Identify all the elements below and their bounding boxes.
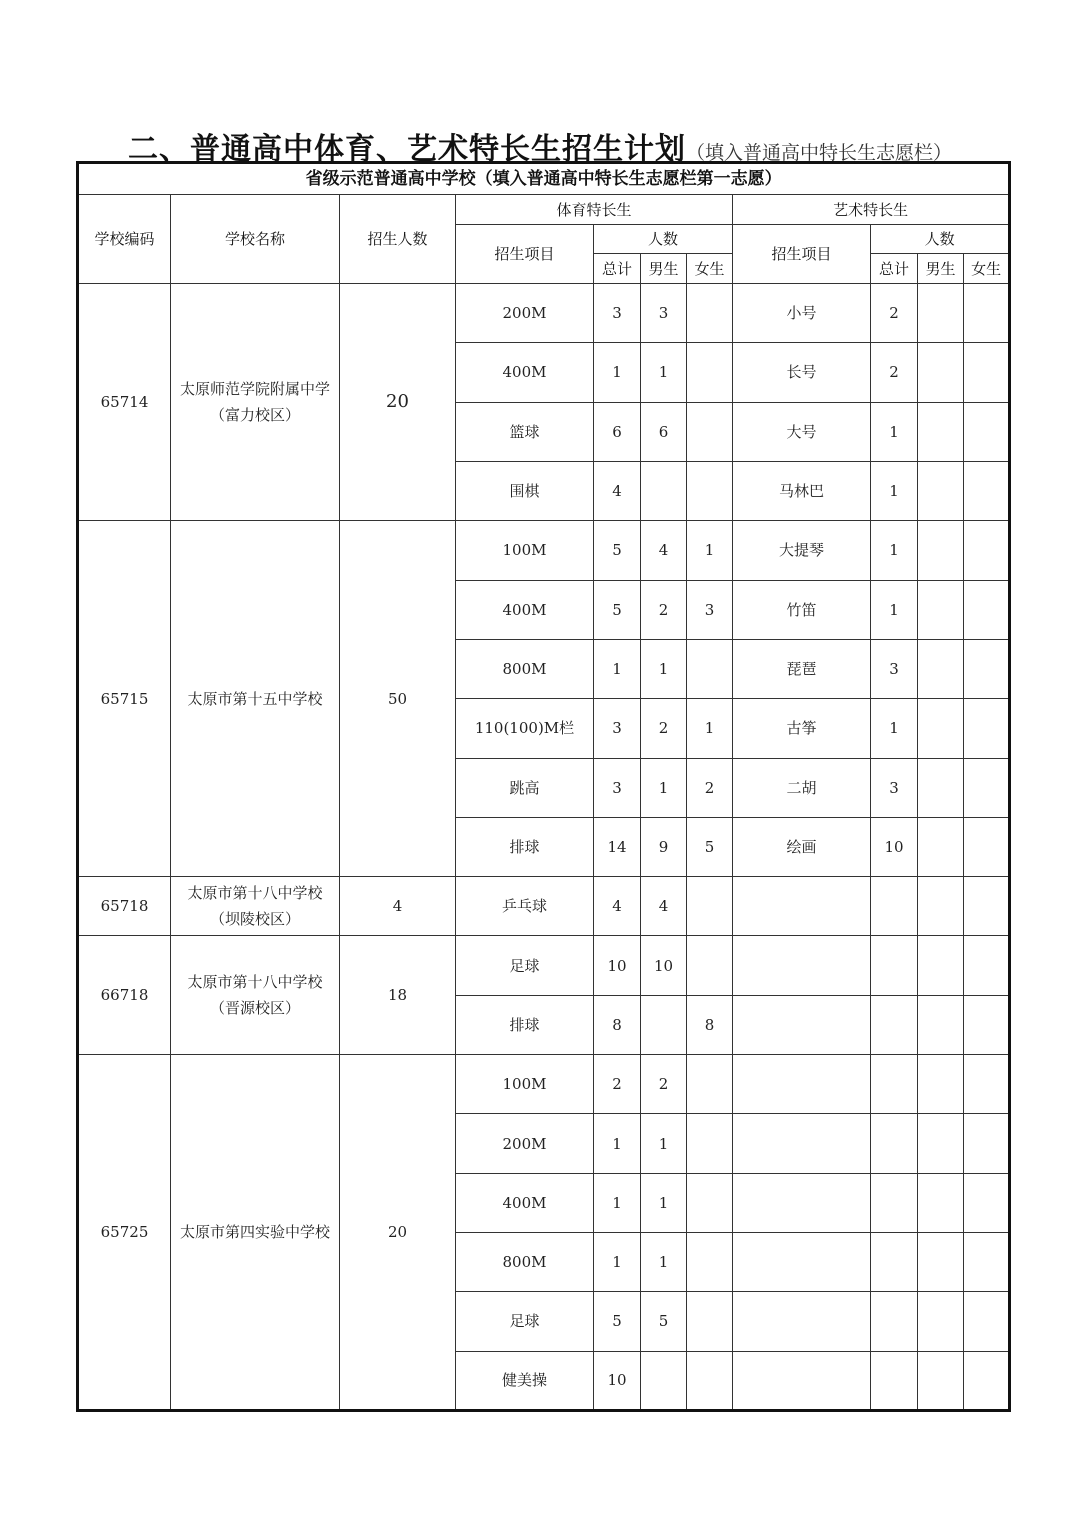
- art-project-cell: [733, 936, 871, 995]
- art-project-cell: 大提琴: [733, 521, 871, 580]
- art-male-cell: [918, 817, 964, 876]
- sport-total-cell: 3: [594, 758, 641, 817]
- art-female-cell: [964, 284, 1010, 343]
- art-total-cell: 1: [871, 699, 918, 758]
- table-caption: 省级示范普通高中学校（填入普通高中特长生志愿栏第一志愿）: [78, 163, 1010, 195]
- art-female-cell: [964, 817, 1010, 876]
- art-total-cell: [871, 877, 918, 936]
- art-total-cell: 1: [871, 402, 918, 461]
- header-school-code: 学校编码: [78, 195, 171, 284]
- sport-male-cell: [641, 1351, 687, 1410]
- school-name-line1: 太原师范学院附属中学: [179, 380, 330, 399]
- art-project-cell: [733, 1055, 871, 1114]
- sport-male-cell: 1: [641, 1114, 687, 1173]
- header-art-group: 艺术特长生: [733, 195, 1010, 225]
- art-project-cell: 竹笛: [733, 580, 871, 639]
- sport-total-cell: 5: [594, 521, 641, 580]
- sport-male-cell: 1: [641, 1233, 687, 1292]
- sport-total-cell: 3: [594, 284, 641, 343]
- art-project-cell: [733, 1351, 871, 1410]
- sport-male-cell: 3: [641, 284, 687, 343]
- sport-male-cell: [641, 461, 687, 520]
- sport-female-cell: 8: [687, 995, 733, 1054]
- sport-total-cell: 1: [594, 1114, 641, 1173]
- sport-project-cell: 200M: [456, 1114, 594, 1173]
- header-sports-project: 招生项目: [456, 225, 594, 284]
- sport-project-cell: 800M: [456, 1233, 594, 1292]
- art-total-cell: 3: [871, 639, 918, 698]
- art-female-cell: [964, 995, 1010, 1054]
- sport-project-cell: 足球: [456, 1292, 594, 1351]
- art-female-cell: [964, 758, 1010, 817]
- header-art-people: 人数: [871, 225, 1010, 254]
- art-project-cell: 琵琶: [733, 639, 871, 698]
- table-row: [78, 521, 1010, 580]
- art-total-cell: [871, 1114, 918, 1173]
- table-row: [78, 284, 1010, 343]
- art-male-cell: [918, 1173, 964, 1232]
- school-code-cell: 65714: [78, 284, 171, 521]
- school-name-line1: 太原市第十五中学校: [187, 689, 323, 708]
- art-total-cell: [871, 995, 918, 1054]
- header-sports-male: 男生: [641, 254, 687, 284]
- art-male-cell: [918, 995, 964, 1054]
- art-female-cell: [964, 877, 1010, 936]
- sport-male-cell: 10: [641, 936, 687, 995]
- header-art-total: 总计: [871, 254, 918, 284]
- sport-female-cell: 2: [687, 758, 733, 817]
- art-project-cell: 绘画: [733, 817, 871, 876]
- art-total-cell: [871, 1055, 918, 1114]
- header-art-male: 男生: [918, 254, 964, 284]
- art-female-cell: [964, 1114, 1010, 1173]
- art-total-cell: [871, 1351, 918, 1410]
- art-male-cell: [918, 521, 964, 580]
- school-enroll-count-cell: 50: [340, 521, 456, 877]
- art-male-cell: [918, 936, 964, 995]
- sport-project-cell: 400M: [456, 580, 594, 639]
- sport-total-cell: 3: [594, 699, 641, 758]
- art-project-cell: 二胡: [733, 758, 871, 817]
- art-project-cell: 小号: [733, 284, 871, 343]
- sport-female-cell: [687, 284, 733, 343]
- sport-female-cell: [687, 1173, 733, 1232]
- school-enroll-count-cell: 4: [340, 877, 456, 936]
- title-note: （填入普通高中特长生志愿栏）: [685, 142, 952, 164]
- enrollment-plan-table: [76, 161, 1011, 1412]
- sport-total-cell: 1: [594, 639, 641, 698]
- sport-project-cell: 跳高: [456, 758, 594, 817]
- sport-male-cell: 1: [641, 758, 687, 817]
- sport-male-cell: 9: [641, 817, 687, 876]
- sport-project-cell: 100M: [456, 521, 594, 580]
- title-main: 二、普通高中体育、艺术特长生招生计划: [127, 132, 686, 167]
- sport-project-cell: 篮球: [456, 402, 594, 461]
- art-female-cell: [964, 1233, 1010, 1292]
- header-sports-group: 体育特长生: [456, 195, 733, 225]
- school-name-cell: [171, 936, 340, 1055]
- art-female-cell: [964, 402, 1010, 461]
- school-name-line1: 太原市第十八中学校: [187, 973, 323, 992]
- art-project-cell: [733, 995, 871, 1054]
- sport-project-cell: 400M: [456, 1173, 594, 1232]
- art-male-cell: [918, 877, 964, 936]
- art-total-cell: 1: [871, 461, 918, 520]
- sport-male-cell: [641, 995, 687, 1054]
- header-school-name: 学校名称: [171, 195, 340, 284]
- art-female-cell: [964, 1351, 1010, 1410]
- art-male-cell: [918, 1351, 964, 1410]
- art-total-cell: 1: [871, 521, 918, 580]
- art-project-cell: [733, 1173, 871, 1232]
- sport-project-cell: 健美操: [456, 1351, 594, 1410]
- sport-male-cell: 1: [641, 343, 687, 402]
- sport-total-cell: 10: [594, 1351, 641, 1410]
- school-code-cell: 65718: [78, 877, 171, 936]
- sport-total-cell: 1: [594, 343, 641, 402]
- art-male-cell: [918, 343, 964, 402]
- header-art-female: 女生: [964, 254, 1010, 284]
- sport-female-cell: [687, 1351, 733, 1410]
- sport-female-cell: [687, 639, 733, 698]
- school-enroll-count-cell: 18: [340, 936, 456, 1055]
- art-total-cell: 3: [871, 758, 918, 817]
- art-project-cell: [733, 1292, 871, 1351]
- art-male-cell: [918, 1114, 964, 1173]
- art-total-cell: [871, 1292, 918, 1351]
- table-row: [78, 877, 1010, 936]
- art-project-cell: 马林巴: [733, 461, 871, 520]
- sport-total-cell: 2: [594, 1055, 641, 1114]
- header-enroll-count: 招生人数: [340, 195, 456, 284]
- sport-male-cell: 4: [641, 877, 687, 936]
- table-row: [78, 936, 1010, 995]
- art-project-cell: [733, 877, 871, 936]
- header-sports-total: 总计: [594, 254, 641, 284]
- art-total-cell: [871, 1173, 918, 1232]
- art-male-cell: [918, 1233, 964, 1292]
- sport-female-cell: [687, 1233, 733, 1292]
- art-total-cell: 10: [871, 817, 918, 876]
- sport-total-cell: 1: [594, 1233, 641, 1292]
- sport-male-cell: 2: [641, 699, 687, 758]
- art-female-cell: [964, 1292, 1010, 1351]
- art-female-cell: [964, 936, 1010, 995]
- sport-female-cell: [687, 402, 733, 461]
- school-code-cell: 65725: [78, 1055, 171, 1411]
- header-art-project: 招生项目: [733, 225, 871, 284]
- sport-female-cell: [687, 343, 733, 402]
- art-male-cell: [918, 1292, 964, 1351]
- art-male-cell: [918, 580, 964, 639]
- school-name-line1: 太原市第十八中学校: [187, 884, 323, 903]
- art-total-cell: 1: [871, 580, 918, 639]
- sport-total-cell: 5: [594, 580, 641, 639]
- school-name-line2: （晋源校区）: [209, 999, 300, 1018]
- art-male-cell: [918, 758, 964, 817]
- art-total-cell: [871, 1233, 918, 1292]
- school-name-line1: 太原市第四实验中学校: [179, 1223, 330, 1242]
- art-female-cell: [964, 343, 1010, 402]
- sport-female-cell: 1: [687, 699, 733, 758]
- art-total-cell: 2: [871, 284, 918, 343]
- art-male-cell: [918, 639, 964, 698]
- header-sports-people: 人数: [594, 225, 733, 254]
- sport-project-cell: 排球: [456, 817, 594, 876]
- art-project-cell: [733, 1114, 871, 1173]
- sport-female-cell: [687, 877, 733, 936]
- art-total-cell: 2: [871, 343, 918, 402]
- sport-project-cell: 乒乓球: [456, 877, 594, 936]
- art-female-cell: [964, 1173, 1010, 1232]
- sport-total-cell: 5: [594, 1292, 641, 1351]
- school-name-cell: [171, 521, 340, 877]
- sport-male-cell: 1: [641, 639, 687, 698]
- sport-male-cell: 1: [641, 1173, 687, 1232]
- sport-project-cell: 400M: [456, 343, 594, 402]
- art-female-cell: [964, 580, 1010, 639]
- school-enroll-count-cell: 20: [340, 284, 456, 521]
- art-male-cell: [918, 461, 964, 520]
- sport-male-cell: 6: [641, 402, 687, 461]
- school-name-cell: [171, 1055, 340, 1411]
- sport-total-cell: 4: [594, 877, 641, 936]
- school-name-line2: （富力校区）: [209, 406, 300, 425]
- sport-total-cell: 8: [594, 995, 641, 1054]
- school-enroll-count-cell: 20: [340, 1055, 456, 1411]
- art-project-cell: [733, 1233, 871, 1292]
- art-male-cell: [918, 1055, 964, 1114]
- school-name-line2: （坝陵校区）: [209, 910, 300, 929]
- sport-project-cell: 排球: [456, 995, 594, 1054]
- sport-total-cell: 4: [594, 461, 641, 520]
- art-female-cell: [964, 639, 1010, 698]
- sport-total-cell: 14: [594, 817, 641, 876]
- table-row: [78, 1055, 1010, 1114]
- school-name-cell: [171, 284, 340, 521]
- sport-project-cell: 围棋: [456, 461, 594, 520]
- table-body: [78, 284, 1010, 1411]
- sport-male-cell: 2: [641, 580, 687, 639]
- header-sports-female: 女生: [687, 254, 733, 284]
- art-female-cell: [964, 699, 1010, 758]
- sport-female-cell: [687, 461, 733, 520]
- sport-male-cell: 2: [641, 1055, 687, 1114]
- school-name-cell: [171, 877, 340, 936]
- sport-project-cell: 100M: [456, 1055, 594, 1114]
- sport-project-cell: 800M: [456, 639, 594, 698]
- sport-project-cell: 200M: [456, 284, 594, 343]
- sport-total-cell: 10: [594, 936, 641, 995]
- sport-female-cell: 1: [687, 521, 733, 580]
- sport-male-cell: 4: [641, 521, 687, 580]
- sport-male-cell: 5: [641, 1292, 687, 1351]
- art-male-cell: [918, 284, 964, 343]
- art-male-cell: [918, 402, 964, 461]
- sport-female-cell: 5: [687, 817, 733, 876]
- art-project-cell: 长号: [733, 343, 871, 402]
- sport-female-cell: 3: [687, 580, 733, 639]
- art-female-cell: [964, 1055, 1010, 1114]
- art-female-cell: [964, 461, 1010, 520]
- sport-project-cell: 110(100)M栏: [456, 699, 594, 758]
- art-project-cell: 古筝: [733, 699, 871, 758]
- sport-total-cell: 1: [594, 1173, 641, 1232]
- sport-female-cell: [687, 1114, 733, 1173]
- sport-total-cell: 6: [594, 402, 641, 461]
- school-code-cell: 65715: [78, 521, 171, 877]
- sport-female-cell: [687, 1292, 733, 1351]
- sport-project-cell: 足球: [456, 936, 594, 995]
- sport-female-cell: [687, 1055, 733, 1114]
- art-female-cell: [964, 521, 1010, 580]
- sport-female-cell: [687, 936, 733, 995]
- art-male-cell: [918, 699, 964, 758]
- art-total-cell: [871, 936, 918, 995]
- art-project-cell: 大号: [733, 402, 871, 461]
- school-code-cell: 66718: [78, 936, 171, 1055]
